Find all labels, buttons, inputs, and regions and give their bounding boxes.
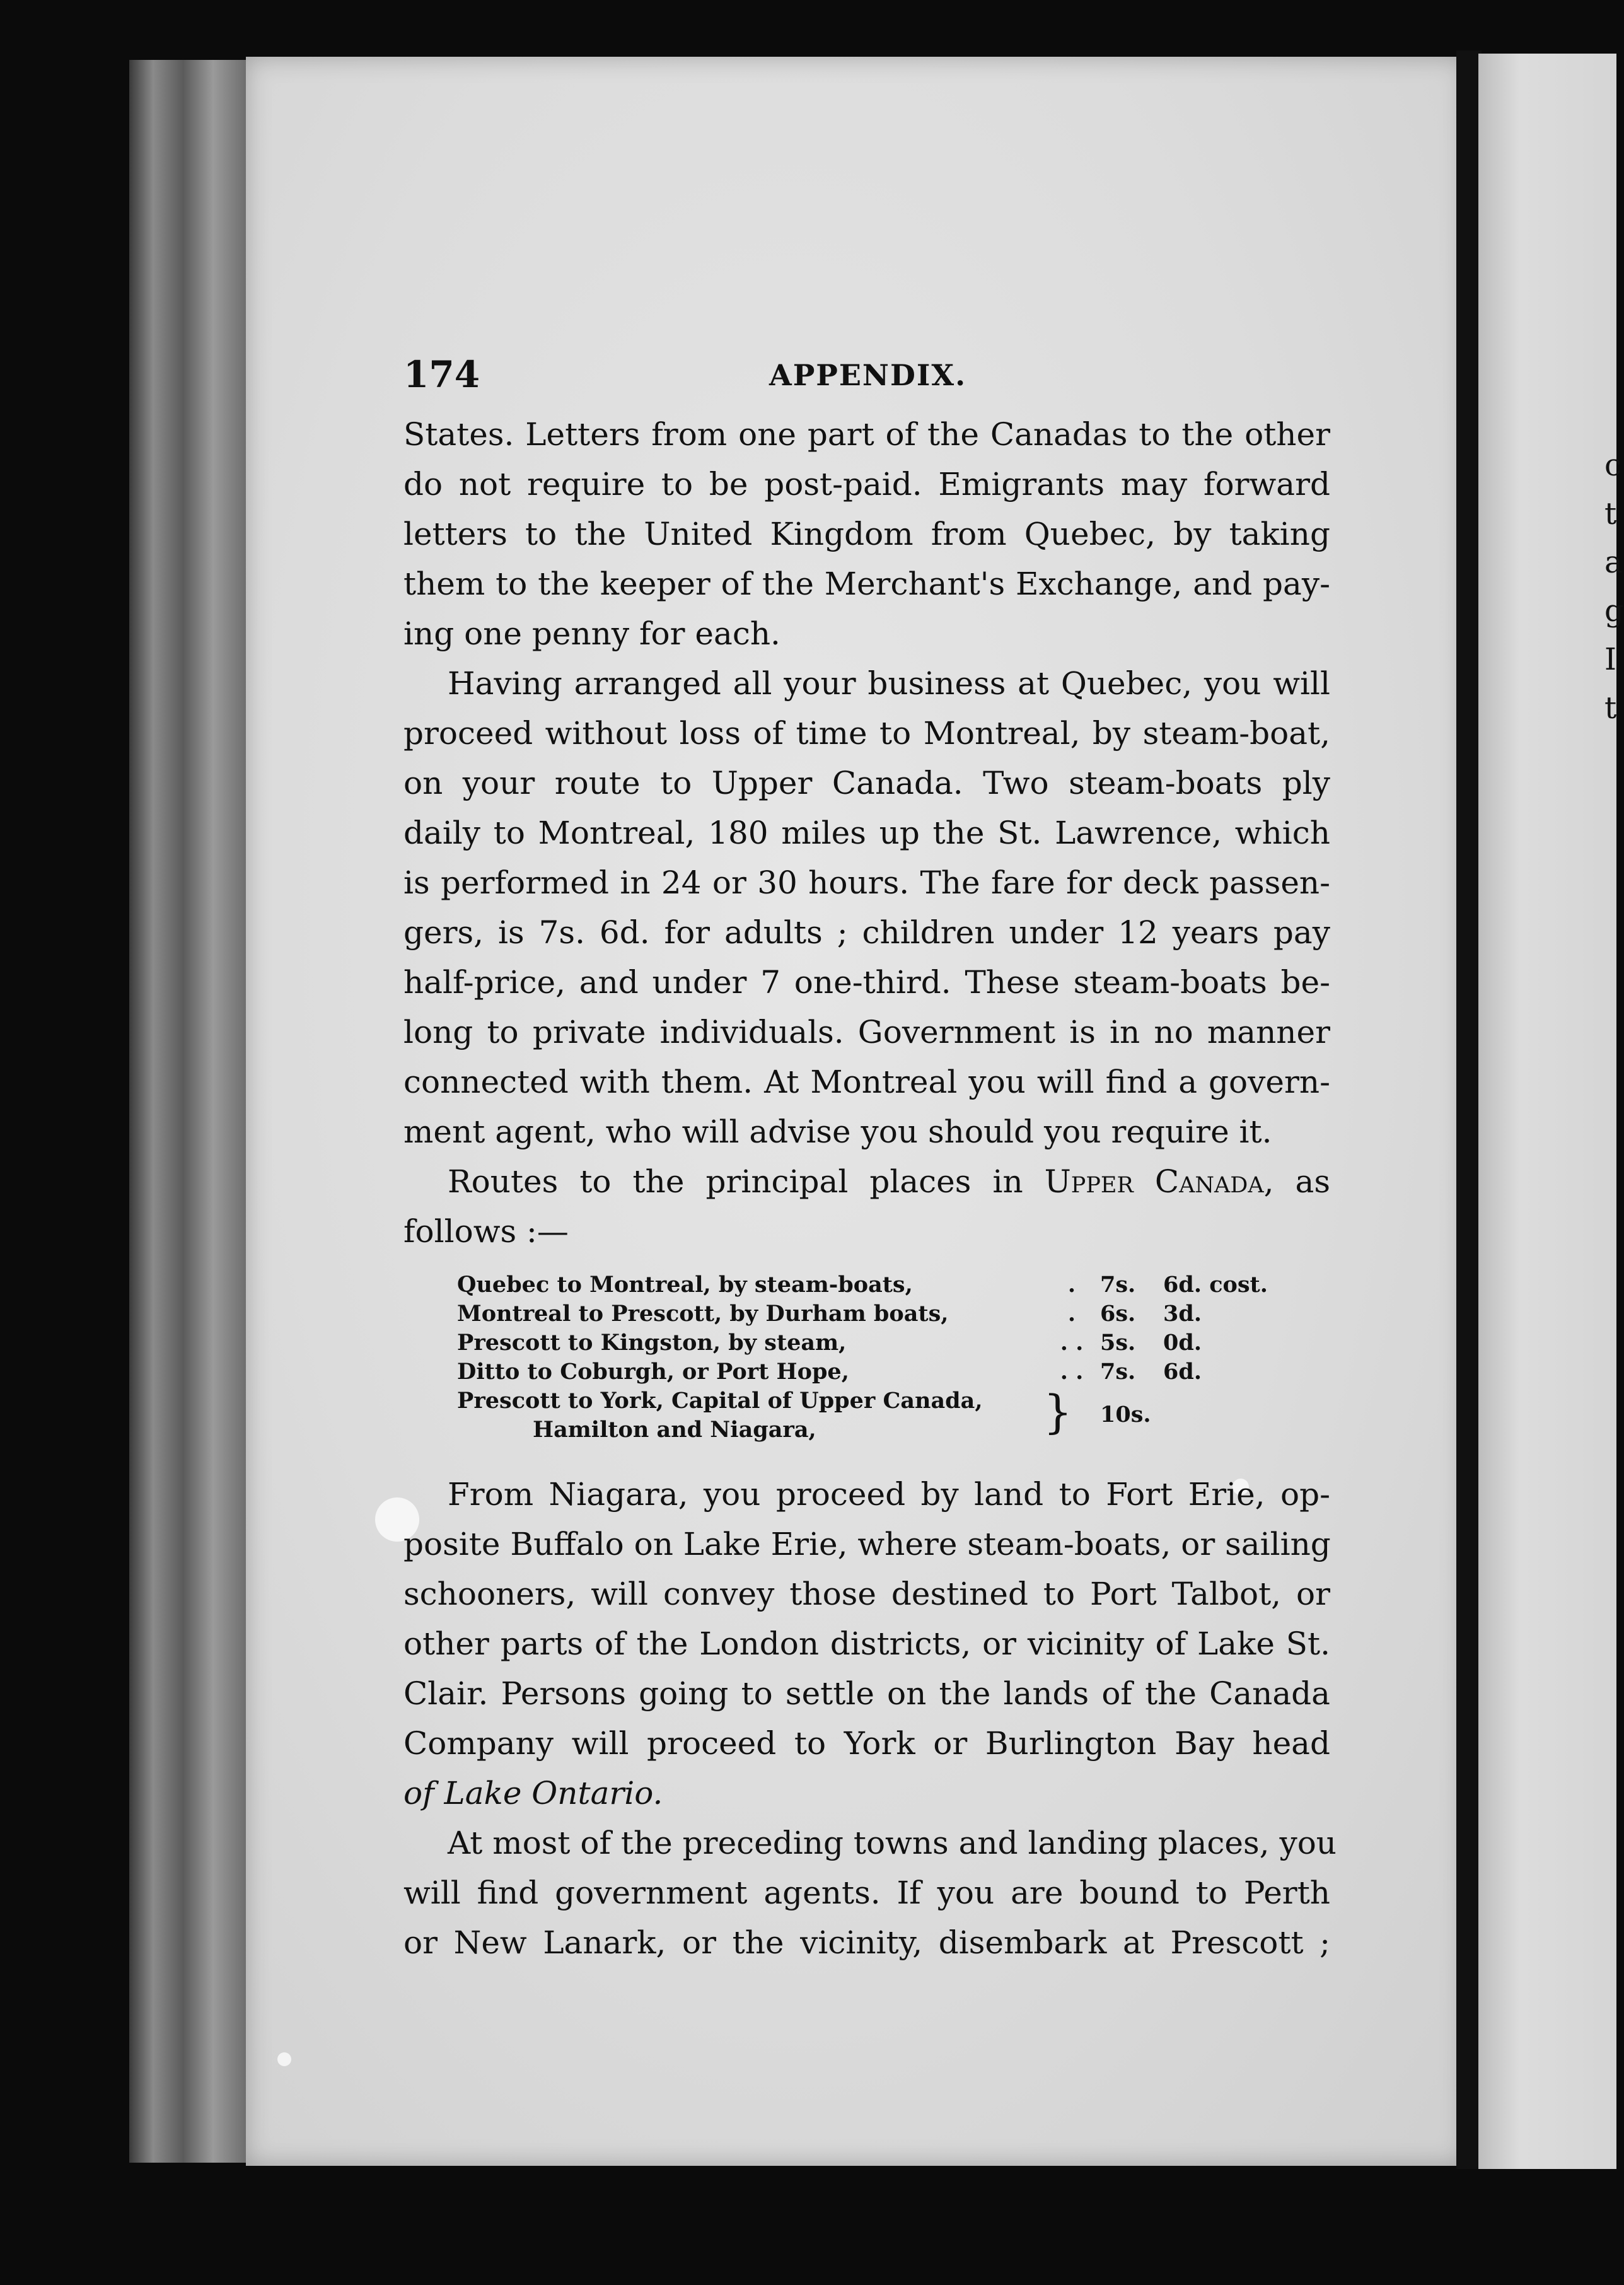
route-shillings: 10s. xyxy=(1100,1402,1151,1427)
brace-glyph: } xyxy=(1043,1385,1072,1438)
text-line: half-price, and under 7 one-third. These steam-boats be- xyxy=(403,964,1330,1001)
route-shillings: 5s. xyxy=(1100,1330,1136,1356)
route-row xyxy=(457,1299,1330,1329)
paragraph-5 xyxy=(403,1818,1337,1968)
route-shillings: 6s. xyxy=(1100,1301,1136,1327)
text-line: ing one penny for each. xyxy=(403,615,780,652)
text-line: posite Buffalo on Lake Erie, where steam-boats, or sailing xyxy=(403,1526,1331,1562)
text-line: them to the keeper of the Merchant's Exchange, and pay- xyxy=(403,566,1330,602)
route-leader: . . xyxy=(1060,1359,1084,1385)
facing-page-text xyxy=(1604,441,1624,733)
facing-letter: t xyxy=(1604,496,1617,532)
text-span: Routes to the principal places in xyxy=(448,1163,1045,1200)
route-name: Montreal to Prescott, by Durham boats, xyxy=(457,1301,949,1327)
text-line: Clair. Persons going to settle on the lands of the Canada xyxy=(403,1675,1330,1712)
text-line: other parts of the London districts, or vicinity of Lake St. xyxy=(403,1625,1330,1662)
book-page-edges xyxy=(129,60,249,2163)
page-header xyxy=(403,353,1330,410)
route-name: Prescott to York, Capital of Upper Canada, xyxy=(457,1388,983,1414)
route-shillings: 7s. xyxy=(1100,1359,1136,1385)
route-pence: 0d. xyxy=(1163,1330,1202,1356)
route-leader: . xyxy=(1067,1301,1076,1327)
paper-blemish xyxy=(277,2052,291,2066)
paragraph-2 xyxy=(403,659,1330,1157)
text-line: will find government agents. If you are bound to Perth xyxy=(403,1875,1330,1911)
text-line: daily to Montreal, 180 miles up the St. Lawrence, which xyxy=(403,815,1330,851)
small-caps-span: Upper Canada xyxy=(1044,1163,1264,1200)
facing-letter: g xyxy=(1604,593,1624,629)
text-line: do not require to be post-paid. Emigrants may forward xyxy=(403,466,1330,503)
route-name-continued: Hamilton and Niagara, xyxy=(533,1417,816,1443)
text-line: schooners, will convey those destined to Port Talbot, or xyxy=(403,1576,1330,1612)
route-row xyxy=(457,1358,1330,1387)
text-line: of Lake Ontario. xyxy=(403,1775,663,1811)
route-row xyxy=(457,1329,1330,1358)
route-row-multiline xyxy=(457,1387,1330,1445)
text-line: long to private individuals. Government is in no manner xyxy=(403,1014,1330,1050)
route-row xyxy=(457,1270,1330,1299)
text-line: proceed without loss of time to Montreal, by steam-boat, xyxy=(403,715,1330,752)
facing-letter: t xyxy=(1604,690,1617,726)
text-line: ment agent, who will advise you should you require it. xyxy=(403,1113,1272,1150)
text-line: is performed in 24 or 30 hours. The fare for deck passen- xyxy=(403,864,1330,901)
route-name: Prescott to Kingston, by steam, xyxy=(457,1330,847,1356)
text-line: At most of the preceding towns and landing places, you xyxy=(448,1825,1337,1861)
route-pence: 6d. cost. xyxy=(1163,1272,1268,1298)
text-line: Company will proceed to York or Burlington Bay head xyxy=(403,1725,1330,1762)
text-span: , as xyxy=(1263,1163,1330,1200)
text-line: or New Lanark, or the vicinity, disembark at Prescott ; xyxy=(403,1924,1330,1961)
text-line: From Niagara, you proceed by land to Fort Erie, op- xyxy=(448,1476,1330,1513)
book-gutter xyxy=(1456,50,1482,2169)
facing-letter: a xyxy=(1604,545,1623,580)
paragraph-1 xyxy=(403,410,1330,659)
page-number: 174 xyxy=(403,353,480,396)
text-line: gers, is 7s. 6d. for adults ; children under 12 years pay xyxy=(403,914,1330,951)
facing-letter: I xyxy=(1604,642,1616,677)
route-name: Ditto to Coburgh, or Port Hope, xyxy=(457,1359,849,1385)
text-line: on your route to Upper Canada. Two steam-boats ply xyxy=(403,765,1330,801)
facing-page xyxy=(1478,54,1616,2169)
route-pence: 6d. xyxy=(1163,1359,1202,1385)
route-name: Quebec to Montreal, by steam-boats, xyxy=(457,1272,913,1298)
text-line: States. Letters from one part of the Canadas to the other xyxy=(403,416,1330,453)
text-line: Having arranged all your business at Quebec, you will xyxy=(448,665,1330,702)
text-line: connected with them. At Montreal you will find a govern- xyxy=(403,1064,1330,1100)
route-pence: 3d. xyxy=(1163,1301,1202,1327)
route-name-group xyxy=(457,1387,1043,1445)
paragraph-4 xyxy=(403,1470,1330,1818)
paragraph-3 xyxy=(403,1157,1330,1257)
text-line: follows :— xyxy=(403,1213,569,1250)
running-head: APPENDIX. xyxy=(769,358,967,392)
text-line: letters to the United Kingdom from Quebec, by taking xyxy=(403,516,1330,552)
text-line xyxy=(403,1157,1330,1207)
page-text xyxy=(403,353,1337,1968)
route-leader: . . xyxy=(1060,1330,1084,1356)
route-shillings: 7s. xyxy=(1100,1272,1136,1298)
route-leader: . xyxy=(1067,1272,1076,1298)
facing-letter: c xyxy=(1604,448,1621,483)
routes-table xyxy=(403,1270,1330,1445)
